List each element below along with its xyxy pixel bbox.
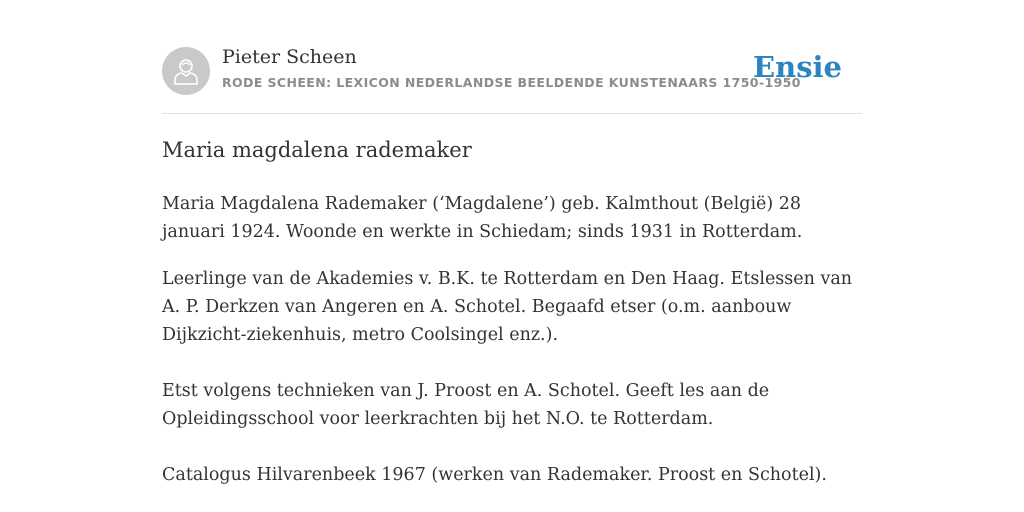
article-paragraph: Maria Magdalena Rademaker (‘Magdalene’) geb. Kalmthout (België) 28 januari 1924. Woonde en werkte in Schiedam; sinds 1931 in Rotterdam. [162,194,803,242]
user-avatar-icon [173,57,199,85]
avatar[interactable] [162,47,210,95]
article-header [162,46,862,96]
header-divider [162,113,862,114]
article-paragraph: Leerlinge van de Akademies v. B.K. te Rotterdam en Den Haag. Etslessen van A. P. Derkzen van Angeren en A. Schotel. Begaafd etser (o.m. aanbouw Dijkzicht-ziekenhuis, metro Coolsingel enz.). [162,269,853,345]
article-paragraph: Catalogus Hilvarenbeek 1967 (werken van Rademaker. Proost en Schotel). [162,465,827,485]
ensie-logo[interactable]: Ensie [753,50,842,84]
page-title: Maria magdalena rademaker [162,138,472,162]
article-paragraph: Etst volgens technieken van J. Proost en A. Schotel. Geeft les aan de Opleidingsschool voor leerkrachten bij het N.O. te Rotterdam. [162,381,770,429]
source-publication[interactable]: RODE SCHEEN: LEXICON NEDERLANDSE BEELDENDE KUNSTENAARS 1750-1950 [222,75,801,90]
author-name[interactable]: Pieter Scheen [222,46,357,68]
article-body [162,190,862,489]
